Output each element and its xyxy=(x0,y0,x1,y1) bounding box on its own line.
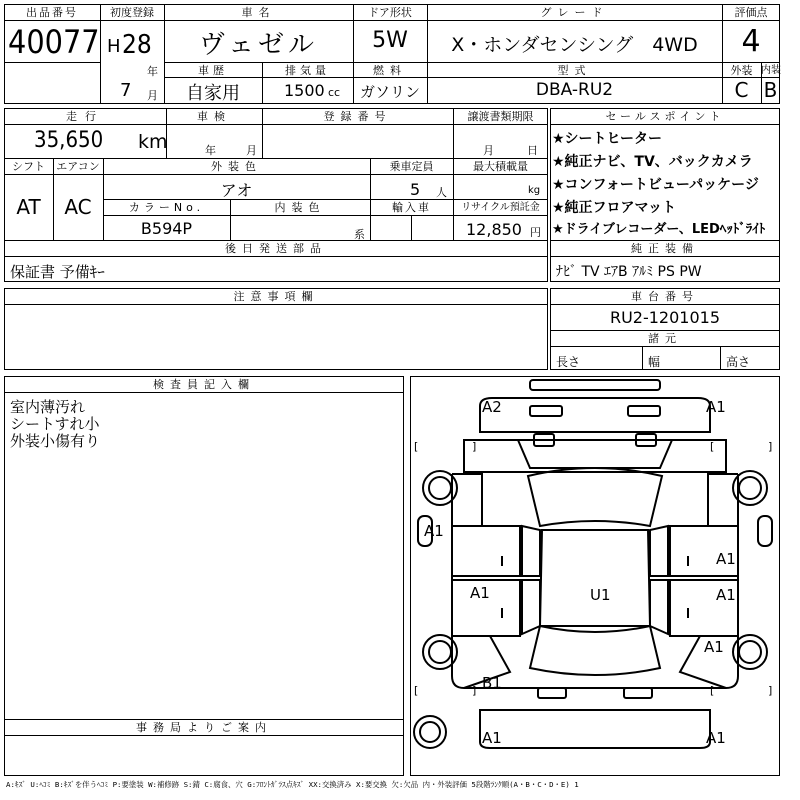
ext-color-value: アオ xyxy=(220,181,253,200)
lot-number: 40077 xyxy=(8,23,100,61)
car-diagram xyxy=(410,376,780,776)
dimension-width: 幅 xyxy=(648,355,661,369)
inspector-label: 検査員記入欄 xyxy=(153,378,255,391)
later-parts-label: 後日発送部品 xyxy=(225,242,327,255)
capacity-label: 乗車定員 xyxy=(389,160,434,173)
shift-label: シフト xyxy=(12,160,45,173)
int-score: B xyxy=(763,78,778,102)
mark-bottom-left: A1 xyxy=(482,729,502,747)
recycle-value: 12,850 xyxy=(466,220,522,239)
sales-point-3: ★コンフォートビューパッケージ xyxy=(552,177,759,193)
inspection-year-unit: 年 xyxy=(205,144,216,157)
mark-left-mid: A1 xyxy=(470,584,490,602)
mark-rear-left: B1 xyxy=(482,674,502,692)
inspector-line-1: 室内薄汚れ xyxy=(10,398,86,416)
score-value: 4 xyxy=(741,24,761,59)
door-value: 5W xyxy=(372,28,408,53)
int-score-label: 内装 xyxy=(761,65,781,76)
car-name-label: 車名 xyxy=(241,6,276,19)
ext-score: C xyxy=(734,78,749,102)
sales-point-5: ★ドライブレコーダー、LEDﾍｯﾄﾞﾗｲﾄ xyxy=(552,222,766,237)
sales-point-1: ★シートヒーター xyxy=(552,131,662,147)
inspection-month-unit: 月 xyxy=(246,144,257,157)
ext-color-label: 外装色 xyxy=(211,160,262,173)
capacity-value: 5 xyxy=(410,180,421,199)
aircon-value: AC xyxy=(64,195,92,219)
displacement-value: 1500 xyxy=(284,81,325,100)
dimensions-label: 諸元 xyxy=(648,332,682,345)
dimension-height: 高さ xyxy=(726,355,751,369)
int-color-unit: 系 xyxy=(354,228,365,241)
int-color-label: 内装色 xyxy=(274,201,326,214)
grade-value: X・ホンダセンシング 4WD xyxy=(451,34,698,56)
fuel-value: ガソリン xyxy=(359,83,420,101)
svg-text:[: [ xyxy=(710,440,715,453)
lot-label: 出品番号 xyxy=(26,6,78,19)
notes-label: 注意事項欄 xyxy=(233,290,319,303)
capacity-unit: 人 xyxy=(436,186,447,199)
displacement-unit: cc xyxy=(328,86,341,99)
legend: A:ｷｽﾞ U:ﾍｺﾐ B:ｷｽﾞを伴うﾍｺﾐ P:要塗装 W:補修跡 S:錆 C:腐食、穴 G:ﾌﾛﾝﾄｶﾞﾗｽ点ｷｽﾞ XX:交換済み X:要交換 欠:欠品 内・外装評価 5段階ﾗﾝｸ順(A・B・C・D・E) 1 xyxy=(6,780,579,789)
score-label: 評価点 xyxy=(734,6,768,19)
svg-text:]: ] xyxy=(472,440,477,453)
svg-text:]: ] xyxy=(472,684,477,697)
first-reg-label: 初度登録 xyxy=(110,6,154,19)
first-reg-year: 28 xyxy=(122,30,152,60)
inspector-line-3: 外装小傷有り xyxy=(10,432,101,450)
color-no-label: カラーNo. xyxy=(128,201,205,214)
import-label: 輸入車 xyxy=(392,201,431,214)
fuel-label: 燃料 xyxy=(373,64,407,77)
recycle-label: リサイクル預託金 xyxy=(461,202,540,213)
color-no-value: B594P xyxy=(140,219,193,238)
door-label: ドア形状 xyxy=(368,6,412,19)
first-reg-month: 7 xyxy=(120,80,132,101)
car-name: ヴェゼル xyxy=(199,30,318,60)
genuine-equip-value: ﾅﾋﾞ TV ｴｱB ｱﾙﾐ PS PW xyxy=(556,264,702,280)
grade-label: グレード xyxy=(540,6,609,19)
transfer-day-unit: 日 xyxy=(527,144,538,157)
inspector-line-2: シートすれ小 xyxy=(10,415,100,433)
transfer-month-unit: 月 xyxy=(483,144,494,157)
dimension-length: 長さ xyxy=(556,355,581,369)
inspection-label: 車検 xyxy=(197,110,231,123)
mileage-value: 35,650 xyxy=(34,128,104,153)
first-reg-era: H xyxy=(107,36,121,57)
chassis-value: RU2-1201015 xyxy=(609,308,721,327)
shift-value: AT xyxy=(16,195,41,219)
model-label: 型式 xyxy=(557,64,592,77)
mark-right-mid: A1 xyxy=(716,586,736,604)
chassis-label: 車台番号 xyxy=(631,290,699,303)
mark-right-rear: A1 xyxy=(704,638,724,656)
ext-score-label: 外装 xyxy=(730,64,753,77)
mark-front-left: A2 xyxy=(482,398,502,416)
recycle-unit: 円 xyxy=(530,226,541,239)
first-reg-month-unit: 月 xyxy=(147,89,158,102)
max-load-unit: kg xyxy=(528,185,541,196)
office-label: 事務局よりご案内 xyxy=(136,721,272,734)
aircon-label: エアコン xyxy=(56,160,100,173)
genuine-equip-label: 純正装備 xyxy=(631,242,699,255)
svg-text:[: [ xyxy=(710,684,715,697)
transfer-label: 譲渡書類期限 xyxy=(467,110,534,123)
mark-left-front: A1 xyxy=(424,522,444,540)
displacement-label: 排気量 xyxy=(285,64,330,77)
sales-point-4: ★純正フロアマット xyxy=(552,200,676,216)
mark-roof: U1 xyxy=(590,586,611,604)
mark-bottom-right: A1 xyxy=(706,729,726,747)
mileage-label: 走行 xyxy=(66,110,104,123)
mark-right-front: A1 xyxy=(716,550,736,568)
sales-point-2: ★純正ナビ、TV、バックカメラ xyxy=(552,154,753,170)
reg-no-label: 登録番号 xyxy=(323,110,392,123)
model-value: DBA-RU2 xyxy=(535,80,614,100)
svg-text:]: ] xyxy=(768,684,773,697)
svg-text:[: [ xyxy=(414,440,419,453)
later-parts-value: 保証書 予備ｷｰ xyxy=(10,263,105,281)
history-value: 自家用 xyxy=(186,83,240,104)
max-load-label: 最大積載量 xyxy=(473,160,528,173)
first-reg-year-unit: 年 xyxy=(147,65,158,78)
history-label: 車歴 xyxy=(198,64,228,77)
sales-points-label: セールスポイント xyxy=(605,110,725,123)
mileage-unit: km xyxy=(138,131,168,153)
svg-text:]: ] xyxy=(768,440,773,453)
svg-text:[: [ xyxy=(414,684,419,697)
mark-front-right: A1 xyxy=(706,398,726,416)
